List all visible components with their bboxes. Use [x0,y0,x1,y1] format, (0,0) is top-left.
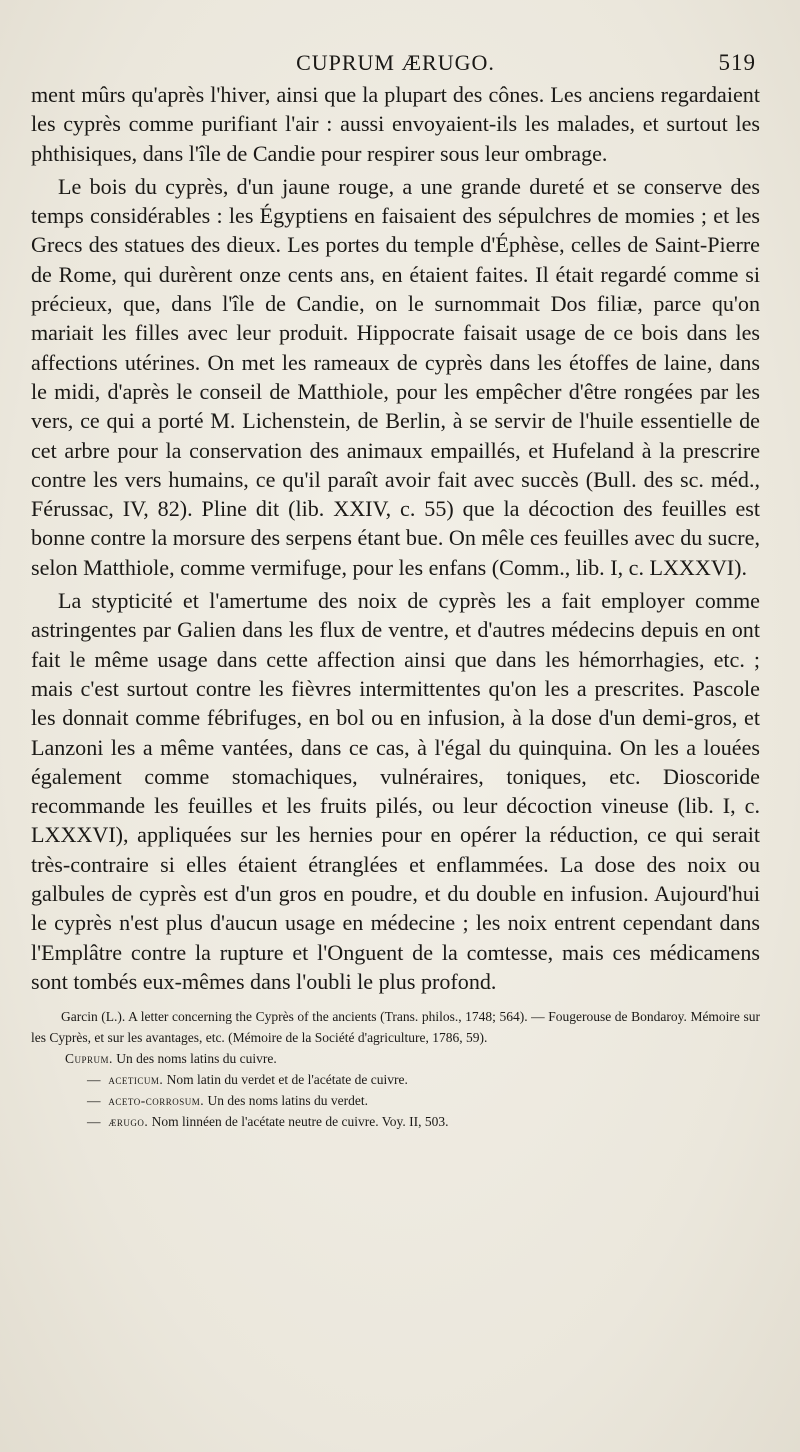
page-number: 519 [718,50,756,75]
entry-term: Cuprum. [65,1051,113,1067]
bibliography-reference: Garcin (L.). A letter concerning the Cyprès of the ancients (Trans. philos., 1748; 564). — Fougerouse de Bondaroy. Mémoire sur les Cyprès, et sur les avantages, etc. (Mémoire de la Société d'agriculture, 1786, 59). [31,1009,760,1046]
main-text [31,80,760,996]
entry-term: aceticum. [108,1072,164,1088]
entry-dash: — [87,1072,101,1088]
entry-text: Un des noms latins du cuivre. [116,1051,277,1067]
glossary-entry [31,1111,760,1132]
paragraph: La stypticité et l'amertume des noix de cyprès les a fait employer comme astringentes par Galien dans les flux de ventre, et d'autres médecins depuis en ont fait le même usage dans cette affection ainsi que dans les hémorrhagies, etc. ; mais c'est surtout contre les fièvres intermittentes qu'on les a prescrites. Pascole les donnait comme fébrifuges, en bol ou en infusion, à la dose d'un demi-gros, et Lanzoni les a même vantées, dans ce cas, à l'égal du quinquina. On les a louées également comme stomachiques, vulnéraires, toniques, etc. Dioscoride recommande les feuilles et les fruits pilés, ou leur décoction vineuse (lib. I, c. LXXXVI), appliquées sur les hernies pour en opérer la réduction, ce qui serait très-contraire si elles étaient étranglées et enflammées. La dose des noix ou galbules de cyprès est d'un gros en poudre, et du double en infusion. Aujourd'hui le cyprès n'est plus d'aucun usage en médecine ; les noix entrent cependant dans l'Emplâtre contre la rupture et l'Onguent de la comtesse, mais ces médicamens sont tombés eux-mêmes dans l'oubli le plus profond. [31,588,760,994]
paragraph: ment mûrs qu'après l'hiver, ainsi que la plupart des cônes. Les anciens regardaient les cyprès comme purifiant l'air : aussi envoyaient-ils les malades, et surtout les phthisiques, dans l'île de Candie pour respirer sous leur ombrage. [31,82,760,166]
running-header [31,50,760,80]
entry-text: Nom latin du verdet et de l'acétate de cuivre. [166,1072,408,1088]
entry-term: ærugo. [108,1114,149,1130]
running-title: CUPRUM ÆRUGO. [296,50,495,75]
entry-text: Nom linnéen de l'acétate neutre de cuivre. Voy. II, 503. [151,1114,449,1130]
glossary-entry [31,1048,760,1069]
entry-text: Un des noms latins du verdet. [207,1093,368,1109]
entry-dash: — [87,1114,101,1130]
paragraph: Le bois du cyprès, d'un jaune rouge, a une grande dureté et se conserve des temps considérables : les Égyptiens en faisaient des sépulchres de momies ; et les Grecs des statues des dieux. Les portes du temple d'Éphèse, celles de Saint-Pierre de Rome, qui durèrent onze cents ans, en étaient faites. Il était regardé comme si précieux, que, dans l'île de Candie, on le surnommait Dos filiæ, parce qu'on mariait les filles avec leur produit. Hippocrate faisait usage de ce bois dans les affections utérines. On met les rameaux de cyprès dans les étoffes de laine, dans le midi, d'après le conseil de Matthiole, pour les empêcher d'être rongées par les vers, ce qui a porté M. Lichenstein, de Berlin, à se servir de l'huile essentielle de cet arbre pour la conservation des animaux empaillés, et Hufeland à la prescrire contre les vers humains, ce qu'il paraît avoir fait avec succès (Bull. des sc. méd., Férussac, IV, 82). Pline dit (lib. XXIV, c. 55) que la décoction des feuilles est bonne contre la morsure des serpens étant bue. On mêle ces feuilles avec du sucre, selon Matthiole, comme vermifuge, pour les enfans (Comm., lib. I, c. LXXXVI). [31,173,760,580]
notes-section [31,1006,760,1132]
entry-dash: — [87,1093,101,1109]
glossary-entry [31,1069,760,1090]
entry-term: aceto-corrosum. [108,1093,205,1109]
glossary-entry [31,1090,760,1111]
